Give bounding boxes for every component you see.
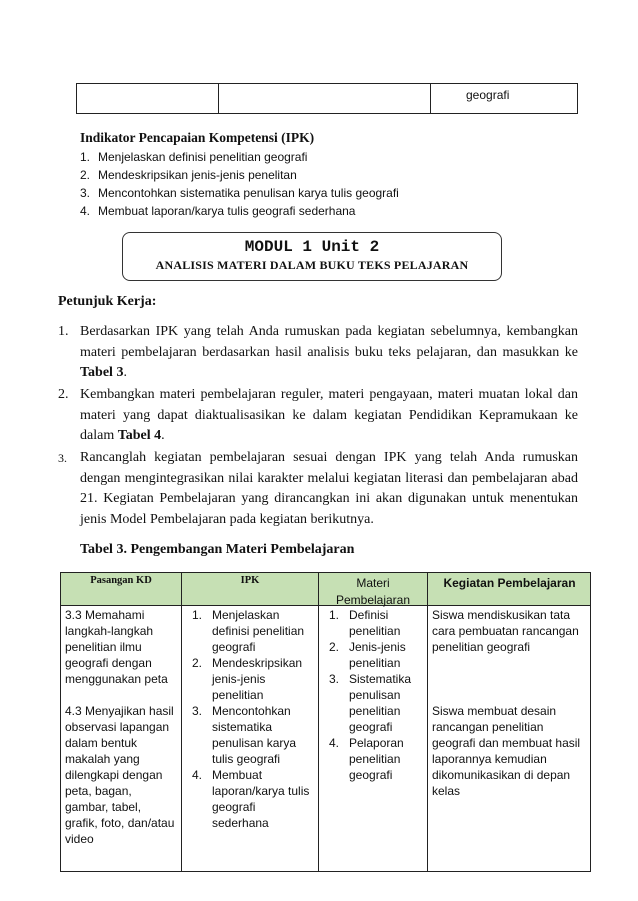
instruction-item: 3. Rancanglah kegiatan pembelajaran sesuai dengan IPK yang telah Anda rumuskan dengan mengintegrasikan nilai karakter melalui kegiatan literasi dan pembelajaran abad 21. Kegiatan Pembelajaran yang dirancangkan ini akan digunakan untuk menentukan jenis Model Pembelajaran pada kegiatan berikutnya. bbox=[58, 450, 578, 527]
column-header-kd: Pasangan KD bbox=[90, 575, 152, 586]
table-cell-materi bbox=[319, 607, 423, 783]
list-item: 1. Menjelaskan definisi penelitian geografi bbox=[80, 150, 308, 164]
list-item: 4. Membuat laporan/karya tulis geografi sederhana bbox=[192, 768, 310, 830]
module-title-box bbox=[122, 232, 502, 281]
list-item: 4. Pelaporan penelitian geografi bbox=[329, 736, 404, 782]
list-item: 2. Mendeskripsikan jenis-jenis penelitan bbox=[80, 168, 297, 182]
list-item: 3. Mencontohkan sistematika penulisan karya tulis geografi bbox=[192, 704, 297, 766]
column-header-materi: Materi Pembelajaran bbox=[335, 576, 411, 607]
column-header-ipk: IPK bbox=[240, 575, 260, 586]
table-cell-kegiatan-2: Siswa membuat desain rancangan penelitian geografi dan membuat hasil laporannya kemudian dikomunikasikan di depan kelas bbox=[432, 704, 581, 798]
list-item: 4. Membuat laporan/karya tulis geografi sederhana bbox=[80, 204, 356, 218]
list-item: 3. Mencontohkan sistematika penulisan karya tulis geografi bbox=[80, 186, 399, 200]
ipk-list bbox=[80, 148, 399, 220]
instructions-heading: Petunjuk Kerja: bbox=[58, 294, 157, 309]
ipk-heading: Indikator Pencapaian Kompetensi (IPK) bbox=[80, 130, 315, 145]
list-item: 1. Definisi penelitian bbox=[329, 608, 401, 638]
previous-table-fragment bbox=[76, 83, 578, 114]
instruction-item: 2. Kembangkan materi pembelajaran reguler, materi pengayaan, materi muatan lokal dan materi yang dapat diaktualisasikan ke dalam kegiatan Pendidikan Kepramukaan ke dalam Tabel 4. bbox=[58, 387, 578, 443]
list-item: 2. Mendeskripsikan jenis-jenis penelitian bbox=[192, 656, 303, 702]
table-divider bbox=[218, 84, 219, 113]
list-item: 1. Menjelaskan definisi penelitian geografi bbox=[192, 608, 305, 654]
list-item: 2. Jenis-jenis penelitian bbox=[329, 640, 406, 670]
table-cell-ipk bbox=[182, 607, 312, 831]
table-divider bbox=[430, 84, 431, 113]
module-subtitle: ANALISIS MATERI DALAM BUKU TEKS PELAJARAN bbox=[155, 258, 469, 272]
table-divider bbox=[427, 573, 428, 871]
table-cell-kegiatan-1: Siswa mendiskusikan tata cara pembuatan rancangan penelitian geografi bbox=[432, 608, 579, 654]
table-cell-kd-1: 3.3 Memahami langkah-langkah penelitian ilmu geografi dengan menggunakan peta bbox=[65, 608, 168, 686]
list-item: 3. Sistematika penulisan penelitian geografi bbox=[329, 672, 412, 734]
table-cell-kd-2: 4.3 Menyajikan hasil observasi lapangan dalam bentuk makalah yang dilengkapi dengan peta, bagan, gambar, tabel, grafik, foto, dan/atau video bbox=[65, 704, 175, 846]
instruction-item: 1. Berdasarkan IPK yang telah Anda rumuskan pada kegiatan sebelumnya, kembangkan materi pembelajaran berdasarkan hasil analisis buku teks pelajaran, dan masukkan ke Tabel 3. bbox=[58, 324, 578, 380]
table-cell-text: geografi bbox=[466, 88, 510, 102]
materials-table bbox=[60, 572, 591, 872]
table-title: Tabel 3. Pengembangan Materi Pembelajaran bbox=[80, 542, 355, 557]
column-header-kegiatan: Kegiatan Pembelajaran bbox=[443, 576, 576, 590]
module-title: MODUL 1 Unit 2 bbox=[244, 238, 380, 256]
